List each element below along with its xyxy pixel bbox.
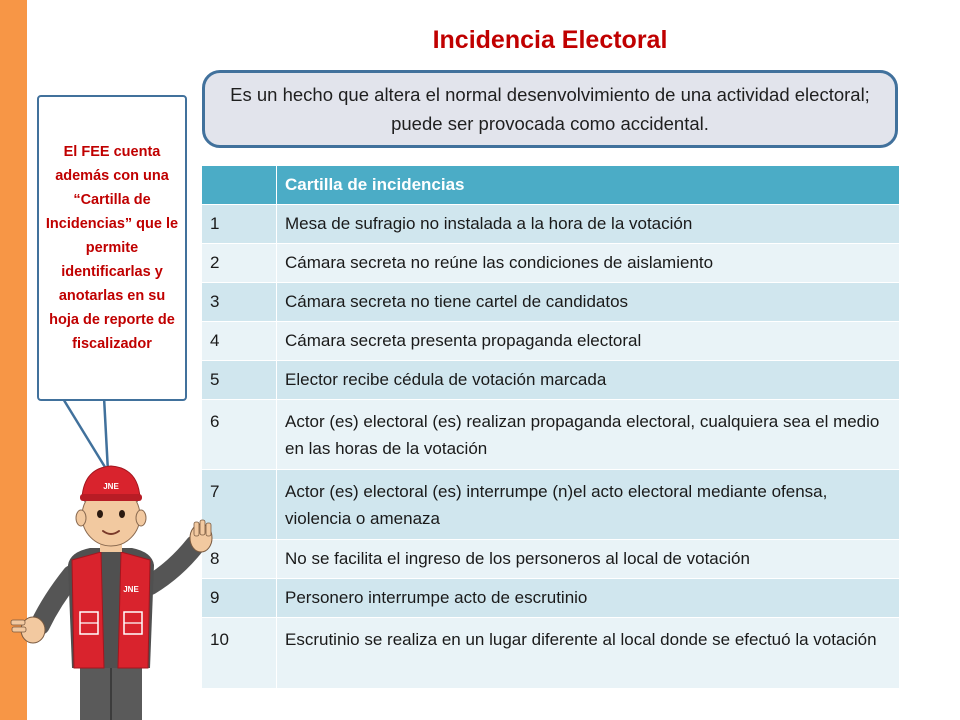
table-row [202,470,899,540]
cap-logo: JNE [103,482,119,491]
table-row [202,205,899,244]
definition-box [202,70,898,148]
table-row [202,579,899,618]
row-number: 3 [202,283,277,322]
page-title: Incidencia Electoral [432,26,668,54]
row-number: 9 [202,579,277,618]
row-number: 4 [202,322,277,361]
table-row [202,540,899,579]
row-text: Cámara secreta presenta propaganda electoral [277,322,900,361]
vest-logo: JNE [123,585,139,594]
raised-hand-icon [190,520,212,552]
table-row [202,361,899,400]
row-text: Mesa de sufragio no instalada a la hora de la votación [277,205,900,244]
table-row [202,618,899,688]
table-header-row [202,166,899,205]
row-text: Cámara secreta no tiene cartel de candidatos [277,283,900,322]
row-number: 8 [202,540,277,579]
speech-bubble-text: El FEE cuenta además con una “Cartilla de Incidencias” que le permite identificarlas y anotarlas en su hoja de reporte de fiscalizador [45,144,179,352]
table-row [202,400,899,470]
table-row [202,244,899,283]
row-text: Personero interrumpe acto de escrutinio [277,579,900,618]
row-number: 2 [202,244,277,283]
row-text: Actor (es) electoral (es) interrumpe (n)el acto electoral mediante ofensa, violencia o amenaza [277,470,900,540]
table-row [202,283,899,322]
left-hand-icon [11,617,45,643]
row-number: 6 [202,400,277,470]
row-text: No se facilita el ingreso de los personeros al local de votación [277,540,900,579]
row-text: Cámara secreta no reúne las condiciones de aislamiento [277,244,900,283]
row-number: 10 [202,618,277,688]
definition-text: Es un hecho que altera el normal desenvolvimiento de una actividad electoral; puede ser provocada como accidental. [230,84,870,134]
header-title-cell: Cartilla de incidencias [277,166,900,205]
incidents-table [202,166,899,688]
row-number: 5 [202,361,277,400]
row-text: Actor (es) electoral (es) realizan propaganda electoral, cualquiera sea el medio en las horas de la votación [277,400,900,470]
row-text: Escrutinio se realiza en un lugar diferente al local donde se efectuó la votación [277,618,900,688]
inspector-figure [0,0,230,720]
row-number: 1 [202,205,277,244]
row-number: 7 [202,470,277,540]
table-row [202,322,899,361]
row-text: Elector recibe cédula de votación marcada [277,361,900,400]
